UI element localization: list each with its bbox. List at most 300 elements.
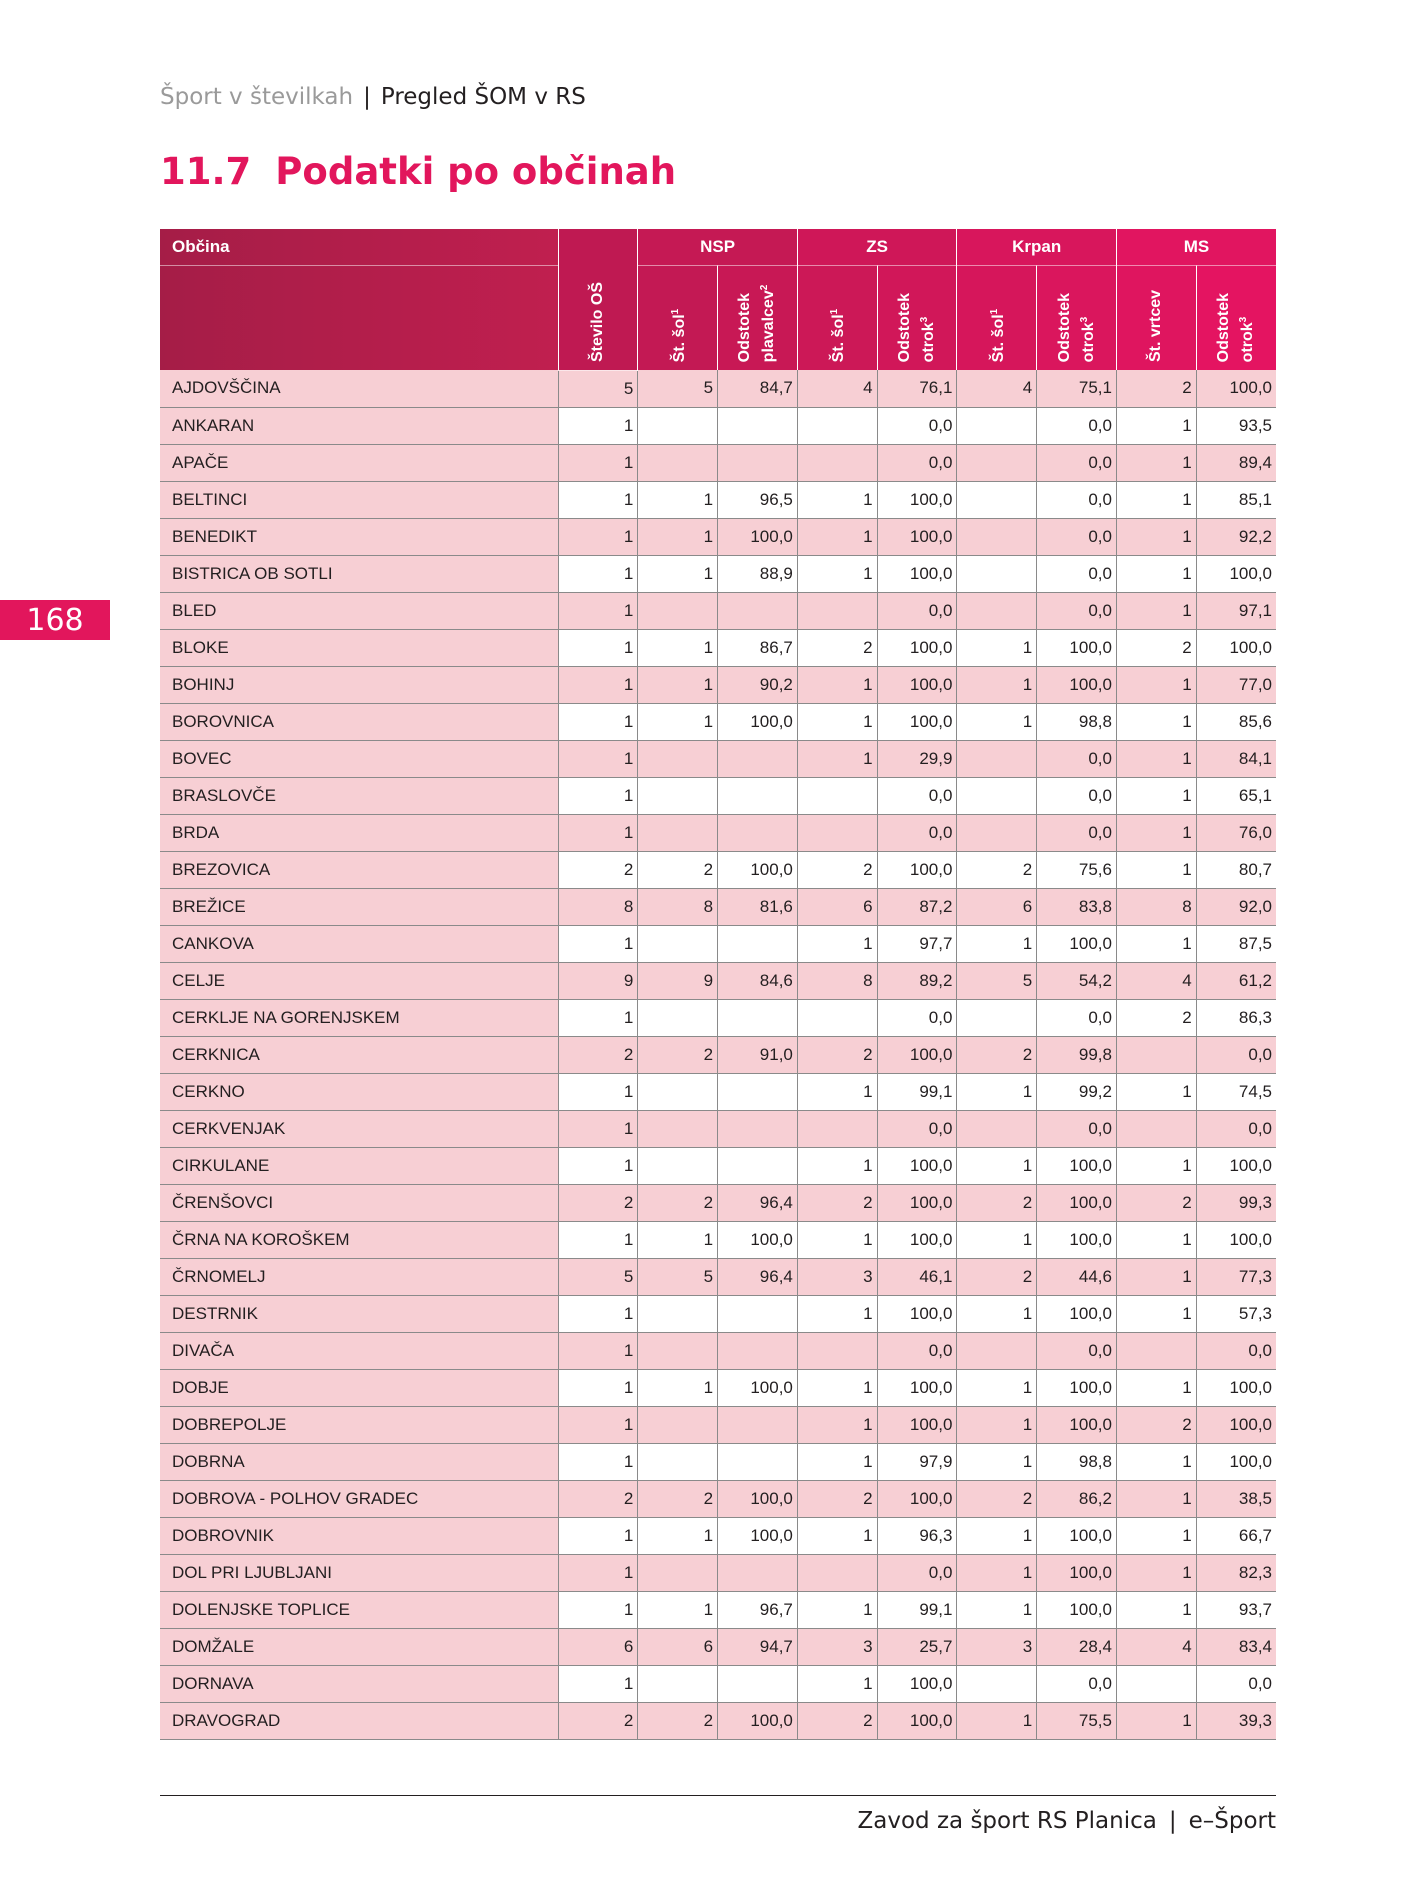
cell-value: 0,0 [1037,1332,1117,1369]
municipality-table [160,229,1276,1740]
cell-value: 1 [638,481,718,518]
table-row [160,1036,1276,1073]
table-row [160,1554,1276,1591]
cell-value: 2 [797,1184,877,1221]
cell-value: 1 [957,1406,1037,1443]
cell-value: 1 [797,1443,877,1480]
cell-value: 2 [638,1702,718,1739]
cell-value: 1 [957,925,1037,962]
cell-value: 93,7 [1196,1591,1276,1628]
cell-obcina: DESTRNIK [160,1295,558,1332]
cell-value: 76,1 [877,370,957,407]
cell-value: 65,1 [1196,777,1276,814]
cell-obcina: DOBRNA [160,1443,558,1480]
cell-value [718,740,798,777]
table-head [160,229,1276,370]
cell-value: 1 [1116,1295,1196,1332]
cell-value: 1 [558,1554,638,1591]
cell-value: 2 [797,1702,877,1739]
cell-value: 0,0 [877,814,957,851]
cell-value: 97,1 [1196,592,1276,629]
col-header-nsp-st-sol: Št. šol$^1$ [638,266,718,371]
cell-value [718,1665,798,1702]
cell-value: 2 [638,1184,718,1221]
cell-value: 100,0 [718,1221,798,1258]
cell-value: 1 [558,1295,638,1332]
cell-value: 0,0 [1196,1332,1276,1369]
cell-value: 98,8 [1037,1443,1117,1480]
cell-value: 44,6 [1037,1258,1117,1295]
table-row [160,444,1276,481]
cell-value [957,814,1037,851]
cell-value: 5 [558,370,638,407]
cell-value: 5 [638,370,718,407]
cell-value: 89,4 [1196,444,1276,481]
cell-value: 100,0 [1196,370,1276,407]
cell-value [718,1110,798,1147]
cell-value: 1 [638,703,718,740]
cell-value: 2 [638,1036,718,1073]
cell-value: 66,7 [1196,1517,1276,1554]
cell-value: 100,0 [1037,1517,1117,1554]
header-document: Pregled ŠOM v RS [380,84,586,110]
group-header-nsp: NSP [638,229,798,266]
cell-value: 97,7 [877,925,957,962]
cell-value: 100,0 [718,851,798,888]
cell-obcina: ČRNOMELJ [160,1258,558,1295]
cell-value: 100,0 [877,666,957,703]
cell-value [718,777,798,814]
cell-value: 1 [1116,1147,1196,1184]
cell-obcina: DOBREPOLJE [160,1406,558,1443]
cell-value: 100,0 [718,1480,798,1517]
table-row [160,1221,1276,1258]
cell-value: 2 [558,1036,638,1073]
table-row [160,1591,1276,1628]
cell-value: 1 [1116,1554,1196,1591]
cell-value: 2 [638,1480,718,1517]
cell-value: 1 [797,925,877,962]
cell-value: 0,0 [1037,481,1117,518]
cell-value [718,814,798,851]
cell-value: 100,0 [1196,1147,1276,1184]
cell-value [1116,1665,1196,1702]
cell-value: 0,0 [1037,814,1117,851]
cell-value: 87,2 [877,888,957,925]
cell-value: 2 [1116,999,1196,1036]
cell-value [797,777,877,814]
cell-value: 85,6 [1196,703,1276,740]
table-row [160,1369,1276,1406]
cell-value: 4 [957,370,1037,407]
cell-value: 3 [797,1628,877,1665]
cell-value: 4 [1116,962,1196,999]
cell-value: 1 [797,1517,877,1554]
running-footer [858,1808,1276,1834]
cell-value [1116,1036,1196,1073]
cell-value: 2 [957,1036,1037,1073]
col-header-stevilo-os-label: Število OŠ [588,281,606,362]
cell-value: 1 [558,592,638,629]
cell-value: 5 [558,1258,638,1295]
cell-value [957,740,1037,777]
cell-obcina: BISTRICA OB SOTLI [160,555,558,592]
cell-value: 1 [558,629,638,666]
cell-value: 92,2 [1196,518,1276,555]
cell-value [718,1554,798,1591]
cell-value: 1 [797,481,877,518]
cell-value: 82,3 [1196,1554,1276,1591]
cell-value: 1 [638,1591,718,1628]
cell-value: 28,4 [1037,1628,1117,1665]
cell-value: 1 [558,1332,638,1369]
table-row [160,925,1276,962]
cell-obcina: CERKLJE NA GORENJSKEM [160,999,558,1036]
running-header [160,84,586,110]
cell-value: 2 [957,1184,1037,1221]
cell-value: 100,0 [1037,1406,1117,1443]
cell-value: 1 [558,1147,638,1184]
cell-value: 2 [797,1036,877,1073]
cell-value: 96,3 [877,1517,957,1554]
cell-value: 0,0 [1037,777,1117,814]
cell-value: 4 [797,370,877,407]
cell-value [957,777,1037,814]
col-header-zs-st-sol: Št. šol$^1$ [797,266,877,371]
cell-value: 1 [957,1369,1037,1406]
table-row [160,1702,1276,1739]
cell-value: 1 [1116,555,1196,592]
cell-value: 1 [638,518,718,555]
cell-value: 97,9 [877,1443,957,1480]
table-row [160,666,1276,703]
cell-obcina: BRDA [160,814,558,851]
cell-value: 1 [558,925,638,962]
cell-value [797,1332,877,1369]
cell-value: 2 [797,1480,877,1517]
cell-value: 1 [1116,444,1196,481]
cell-value: 75,5 [1037,1702,1117,1739]
cell-value: 1 [957,1221,1037,1258]
cell-obcina: BELTINCI [160,481,558,518]
cell-value: 6 [957,888,1037,925]
cell-value: 100,0 [1037,1147,1117,1184]
cell-value: 1 [797,555,877,592]
cell-obcina: DRAVOGRAD [160,1702,558,1739]
col-header-zs-odstotek-otrok: Odstotek otrok$^3$ [877,266,957,371]
col-header-ms-odstotek-otrok: Odstotek otrok$^3$ [1196,266,1276,371]
col-header-stevilo-os [558,229,638,370]
cell-value: 25,7 [877,1628,957,1665]
cell-value: 1 [1116,740,1196,777]
cell-value: 99,1 [877,1073,957,1110]
cell-value: 100,0 [1196,1221,1276,1258]
table-row [160,814,1276,851]
table-row [160,518,1276,555]
table-row [160,777,1276,814]
cell-value: 1 [1116,1591,1196,1628]
cell-value: 1 [957,1295,1037,1332]
col-header-nsp-odstotek-plavalcev: Odstotek plavalcev$^2$ [718,266,798,371]
cell-value: 100,0 [877,555,957,592]
cell-value: 8 [1116,888,1196,925]
cell-obcina: CELJE [160,962,558,999]
cell-value: 1 [797,1221,877,1258]
cell-value [718,925,798,962]
cell-value [638,925,718,962]
cell-value: 1 [797,666,877,703]
cell-value: 29,9 [877,740,957,777]
cell-obcina: BREŽICE [160,888,558,925]
cell-value: 1 [797,518,877,555]
cell-value: 1 [1116,666,1196,703]
cell-value: 0,0 [1037,592,1117,629]
cell-value: 1 [558,814,638,851]
cell-value: 100,0 [1196,1443,1276,1480]
cell-value: 1 [1116,1443,1196,1480]
cell-obcina: DOBROVNIK [160,1517,558,1554]
cell-value [797,407,877,444]
cell-value: 96,7 [718,1591,798,1628]
cell-value: 1 [1116,1480,1196,1517]
cell-value: 1 [797,1147,877,1184]
cell-value: 100,0 [1037,1554,1117,1591]
cell-value: 0,0 [1037,1110,1117,1147]
table-row [160,370,1276,407]
cell-value: 2 [558,1702,638,1739]
cell-obcina: CERKNICA [160,1036,558,1073]
cell-value: 2 [1116,1184,1196,1221]
cell-value: 1 [1116,481,1196,518]
cell-value: 9 [638,962,718,999]
cell-value: 1 [957,1554,1037,1591]
section-heading: Podatki po občinah [275,150,677,193]
cell-value: 2 [797,851,877,888]
cell-value: 84,7 [718,370,798,407]
cell-value: 1 [638,629,718,666]
cell-value [718,1443,798,1480]
table-row [160,1443,1276,1480]
cell-value: 1 [1116,851,1196,888]
cell-value [957,407,1037,444]
table-row [160,888,1276,925]
cell-value: 100,0 [1196,629,1276,666]
cell-value: 2 [957,851,1037,888]
table-row [160,1258,1276,1295]
cell-value: 100,0 [718,518,798,555]
table-row [160,703,1276,740]
cell-value [718,1406,798,1443]
cell-value: 0,0 [877,407,957,444]
cell-value [797,1554,877,1591]
cell-value: 1 [957,1147,1037,1184]
cell-value: 100,0 [877,629,957,666]
cell-value: 8 [558,888,638,925]
cell-value: 2 [1116,370,1196,407]
cell-value: 2 [558,1184,638,1221]
cell-obcina: ČRNA NA KOROŠKEM [160,1221,558,1258]
cell-value [638,1073,718,1110]
cell-obcina: DOBROVA - POLHOV GRADEC [160,1480,558,1517]
cell-value: 1 [558,444,638,481]
cell-value: 100,0 [718,703,798,740]
cell-value: 1 [797,1073,877,1110]
cell-value: 100,0 [877,1665,957,1702]
cell-value [638,1295,718,1332]
cell-value: 100,0 [877,1295,957,1332]
table-row [160,962,1276,999]
cell-value: 100,0 [1037,925,1117,962]
cell-value [957,555,1037,592]
cell-value: 1 [638,1517,718,1554]
table-row [160,1480,1276,1517]
cell-value: 100,0 [877,1221,957,1258]
header-section: Šport v številkah [160,84,354,110]
cell-value: 98,8 [1037,703,1117,740]
cell-value: 1 [558,740,638,777]
cell-value: 0,0 [1196,1665,1276,1702]
cell-value: 0,0 [877,444,957,481]
footer-brand: e–Šport [1188,1808,1276,1834]
cell-value: 38,5 [1196,1480,1276,1517]
cell-value: 99,2 [1037,1073,1117,1110]
footer-org: Zavod za šport RS Planica [857,1808,1157,1834]
cell-value: 100,0 [877,1184,957,1221]
cell-value: 1 [1116,1517,1196,1554]
cell-obcina: CANKOVA [160,925,558,962]
cell-value [957,481,1037,518]
cell-value: 0,0 [1196,1110,1276,1147]
cell-value: 99,1 [877,1591,957,1628]
cell-value [718,592,798,629]
cell-value: 2 [797,629,877,666]
cell-value: 0,0 [877,999,957,1036]
cell-value [957,444,1037,481]
cell-value: 1 [558,1110,638,1147]
cell-value: 100,0 [718,1369,798,1406]
cell-value [638,1147,718,1184]
cell-value: 2 [638,851,718,888]
cell-value [718,1332,798,1369]
cell-value: 5 [957,962,1037,999]
cell-value [957,592,1037,629]
table-body [160,370,1276,1739]
cell-value: 1 [558,1369,638,1406]
table-row [160,1184,1276,1221]
cell-value: 1 [558,703,638,740]
col-header-krpan-st-sol: Št. šol$^1$ [957,266,1037,371]
cell-obcina: BRASLOVČE [160,777,558,814]
cell-obcina: BOVEC [160,740,558,777]
table-row [160,1073,1276,1110]
cell-value: 91,0 [718,1036,798,1073]
cell-value: 100,0 [1196,1406,1276,1443]
cell-obcina: BOROVNICA [160,703,558,740]
table-row [160,1295,1276,1332]
cell-value: 100,0 [1037,1369,1117,1406]
cell-value: 54,2 [1037,962,1117,999]
cell-value: 2 [558,851,638,888]
footer-rule [160,1795,1276,1796]
cell-value: 88,9 [718,555,798,592]
cell-value [957,1332,1037,1369]
group-header-zs: ZS [797,229,957,266]
cell-value: 2 [1116,629,1196,666]
cell-value: 2 [957,1258,1037,1295]
col-header-obcina-blank [160,266,558,371]
cell-value: 100,0 [877,1702,957,1739]
cell-value: 3 [797,1258,877,1295]
cell-value: 81,6 [718,888,798,925]
cell-value: 100,0 [877,851,957,888]
cell-obcina: AJDOVŠČINA [160,370,558,407]
cell-value: 96,4 [718,1258,798,1295]
page-number-tab [0,600,110,640]
table-row [160,1517,1276,1554]
cell-value: 100,0 [1037,666,1117,703]
cell-value [718,407,798,444]
cell-value: 1 [1116,814,1196,851]
cell-value: 0,0 [1037,555,1117,592]
cell-obcina: APAČE [160,444,558,481]
cell-value: 1 [558,1517,638,1554]
cell-value: 1 [797,1406,877,1443]
cell-value [638,1665,718,1702]
cell-value: 1 [1116,703,1196,740]
header-row-subcolumns [160,266,1276,371]
cell-value: 100,0 [1037,1184,1117,1221]
cell-value: 1 [1116,1369,1196,1406]
cell-value: 1 [797,1295,877,1332]
cell-value [638,999,718,1036]
cell-value: 89,2 [877,962,957,999]
cell-value: 1 [1116,1702,1196,1739]
cell-value: 1 [957,629,1037,666]
table-row [160,851,1276,888]
cell-value: 1 [797,1591,877,1628]
cell-value: 1 [558,1591,638,1628]
cell-value: 96,5 [718,481,798,518]
cell-obcina: CIRKULANE [160,1147,558,1184]
cell-value: 0,0 [1196,1036,1276,1073]
cell-value [797,1110,877,1147]
table-row [160,481,1276,518]
cell-value [1116,1110,1196,1147]
cell-value: 1 [558,1073,638,1110]
cell-value [1116,1332,1196,1369]
cell-value: 100,0 [877,1036,957,1073]
cell-value: 1 [1116,1221,1196,1258]
cell-value: 100,0 [877,1480,957,1517]
cell-obcina: BREZOVICA [160,851,558,888]
cell-value: 4 [1116,1628,1196,1665]
cell-value [718,999,798,1036]
cell-value [638,1554,718,1591]
cell-value: 0,0 [877,1110,957,1147]
cell-value: 76,0 [1196,814,1276,851]
table-row [160,740,1276,777]
cell-value: 75,6 [1037,851,1117,888]
cell-obcina: DOL PRI LJUBLJANI [160,1554,558,1591]
cell-value: 1 [1116,518,1196,555]
cell-value [797,444,877,481]
cell-value: 100,0 [718,1517,798,1554]
cell-value [957,999,1037,1036]
cell-value: 100,0 [877,1406,957,1443]
group-header-ms: MS [1116,229,1276,266]
cell-obcina: DIVAČA [160,1332,558,1369]
cell-value: 1 [1116,925,1196,962]
